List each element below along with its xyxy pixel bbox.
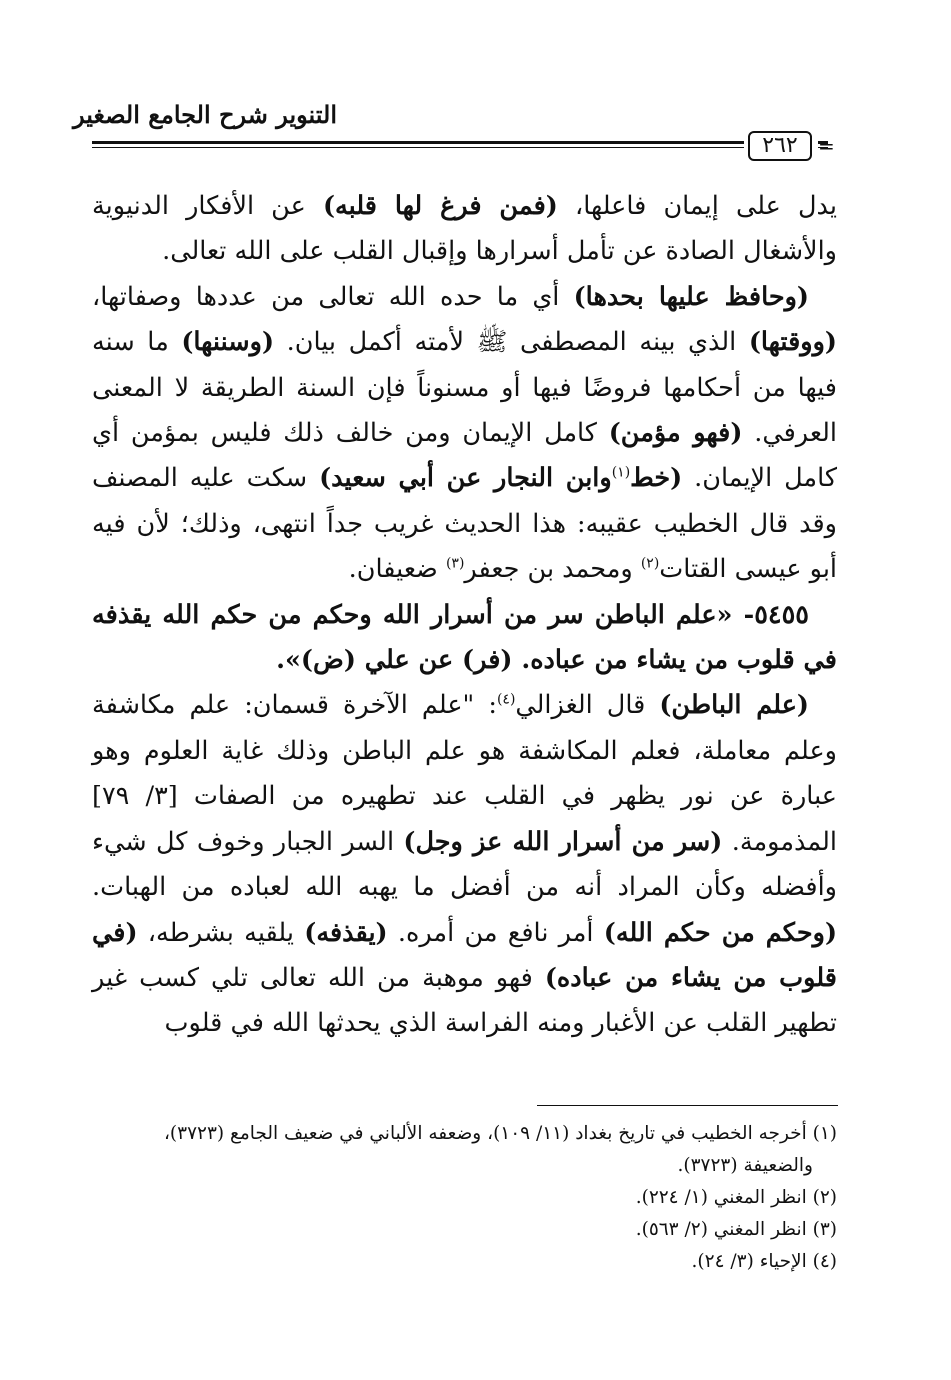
bold-quote: (وسننها) (181, 327, 275, 358)
footnote-3: (٣) انظر المغني (٢/ ٥٦٣). (635, 1219, 837, 1240)
text-run: قال الغزالي (515, 690, 660, 721)
bold-quote: (ووقتها) (748, 327, 837, 358)
text-run: يلقيه بشرطه، (137, 917, 305, 948)
text-run: ضعيفان. (348, 554, 446, 585)
text-run: أمر نافع من أمره. (387, 917, 604, 948)
hadith-text: ٥٤٥٥- «علم الباطن سر من أسرار الله وحكم من حكم الله يقذفه في قلوب من يشاء من عباده. (فر) عن علي (ض)». (92, 599, 837, 676)
footnote-4: (٤) الإحياء (٣/ ٢٤). (691, 1251, 837, 1272)
text-run: : "علم الآخرة قسمان: علم مكاشفة وعلم معاملة، فعلم المكاشفة هو علم الباطن وذلك غاية العلوم وهو عبارة عن نور يظهر في القلب عند تطهيره من الصفات [٣/ ٧٩] المذمومة. (92, 690, 837, 857)
bold-quote: (فمن فرغ لها قلبه) (322, 191, 558, 221)
edge-mark: = (818, 134, 835, 158)
text-run: ومحمد بن جعفر (464, 554, 641, 585)
footnote-ref-4[interactable]: (٤) (496, 691, 516, 708)
paragraph-3-hadith (92, 593, 837, 684)
book-title: التنوير شرح الجامع الصغير (73, 100, 337, 129)
bold-quote: (في قلوب من يشاء من عباده) (92, 917, 837, 993)
text-run: السر الجبار وخوف كل شيء وأفضله وكأن المراد أنه من أفضل ما يهبه الله لعباده من الهبات. (92, 826, 837, 903)
footnotes (92, 1118, 837, 1278)
footnote-1: (١) أخرجه الخطيب في تاريخ بغداد (١١/ ١٠٩)، وضعفه الألباني في ضعيف الجامع (٣٧٢٣)، (163, 1123, 837, 1144)
paragraph-4 (92, 683, 837, 1046)
bold-quote: (وحكم من حكم الله) (603, 917, 838, 948)
text-run: أي ما حده الله تعالى من عددها وصفاتها، (92, 281, 574, 312)
footnote-ref-1[interactable]: (١) (611, 464, 631, 481)
text-run: يدل على إيمان فاعلها، (557, 191, 838, 221)
main-text (92, 184, 837, 1047)
page-number: ٢٦٢ (748, 131, 812, 161)
footnote-1-continued: والضعيفة (٣٧٢٣). (677, 1155, 813, 1176)
footnote-separator (537, 1105, 838, 1106)
text-run: الذي بينه المصطفى ﷺ لأمته أكمل بيان. (274, 327, 749, 358)
bold-quote: (وحافظ عليها بحدها) (573, 281, 809, 312)
bold-quote: (سر من أسرار الله عز وجل) (403, 826, 723, 857)
text-run: كامل الإيمان ومن خالف ذلك فليس بمؤمن أي كامل الإيمان. (92, 418, 837, 494)
footnote-ref-3[interactable]: (٣) (445, 555, 465, 572)
header-rule-thin (92, 147, 744, 148)
footnote-2: (٢) انظر المغني (١/ ٢٢٤). (635, 1187, 837, 1208)
bold-quote: (خط (630, 463, 683, 494)
paragraph-1 (92, 184, 837, 275)
text-run: سكت عليه المصنف وقد قال الخطيب عقيبه: هذا الحديث غريب جداً انتهى، وذلك؛ لأن فيه أبو عيسى القتات (92, 463, 837, 585)
text-run: فهو موهبة من الله تعالى تلي كسب غير تطهير القلب عن الأغبار ومنه الفراسة الذي يحدثها الله في قلوب (92, 962, 837, 1039)
header-rule-thick (92, 141, 744, 144)
bold-quote: (فهو مؤمن) (608, 418, 743, 449)
bold-quote: وابن النجار عن أبي سعيد) (319, 463, 612, 494)
paragraph-2 (92, 275, 837, 593)
bold-quote: (يقذفه) (304, 917, 388, 948)
bold-quote: (علم الباطن) (659, 690, 809, 721)
footnote-ref-2[interactable]: (٢) (640, 555, 660, 572)
text-run: عن الأفكار الدنيوية والأشغال الصادة عن تأمل أسرارها وإقبال القلب على الله تعالى. (92, 191, 837, 267)
text-run: ما سنه فيها من أحكامها فروضًا فيها أو مسنوناً فإن السنة الطريقة لا المعنى العرفي. (92, 327, 837, 449)
